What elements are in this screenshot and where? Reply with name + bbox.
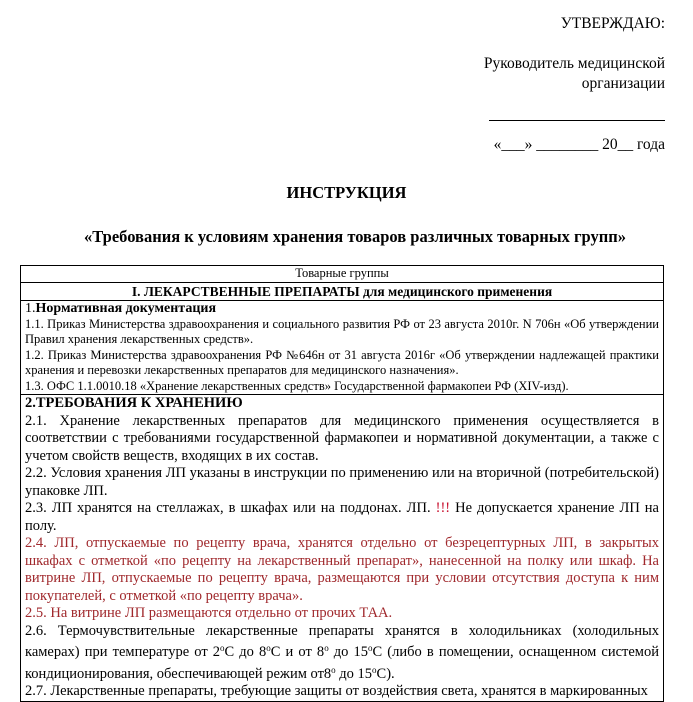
signature-line xyxy=(489,120,665,121)
approval-head-line2: организации xyxy=(581,75,665,92)
storage-paragraph-highlight: 2.5. На витрине ЛП размещаются отдельно от прочих ТАА. xyxy=(25,605,393,621)
normative-item: 1.2. Приказ Министерства здравоохранения РФ №646н от 31 августа 2016г «Об утверждении надлежащей практики хранения и перевозки лекарственных препаратов для медицинского назначения». xyxy=(25,347,659,377)
section-heading-prefix: I. ЛЕКАРСТВЕННЫЕ ПРЕПАРАТЫ xyxy=(131,283,360,299)
normative-cell xyxy=(21,300,664,395)
storage-paragraph: 2.1. Хранение лекарственных препаратов для медицинского применения осуществляется в соответствии с требованиями государственной фармакопеи и нормативной документации, а также с учетом свойств веществ, входящих в их состав. xyxy=(25,412,659,464)
table-header-cell: Товарные группы xyxy=(21,266,664,283)
document-title: ИНСТРУКЦИЯ xyxy=(286,183,407,202)
section-heading-suffix: для медицинского применения xyxy=(359,283,553,299)
storage-cell xyxy=(21,395,664,702)
storage-paragraph-highlight: 2.4. ЛП, отпускаемые по рецепту врача, хранятся отдельно от безрецептурных ЛП, в закрытых шкафах с отметкой «по рецепту на лекарственный препарат», нанесенной на полку или шкаф. На витрине ЛП, отпускаемые по рецепту врача, размещаются при условии отсутствия доступа к ним покупателей, с отметкой «по рецепту врача». xyxy=(25,535,659,604)
storage-paragraph: 2.6. Термочувствительные лекарственные препараты хранятся в холодильниках (холодильных камерах) при температуре от $2^оС$ до $8^оС$ и от $8^о$ до $15^оС$ (либо в помещении, оснащенном системой кондиционирования, обеспечивающей режим $от8^о$ до $15^оС$). xyxy=(25,622,659,682)
approval-block xyxy=(484,14,665,155)
table-row xyxy=(21,282,664,300)
normative-item: 1.1. Приказ Министерства здравоохранения и социального развития РФ от 23 августа 2010г. N 706н «Об утверждении Правил хранения лекарственных средств». xyxy=(25,316,659,346)
storage-paragraph: 2.2. Условия хранения ЛП указаны в инструкции по применению или на вторичной (потребительской) упаковке ЛП. xyxy=(25,465,659,499)
section-heading-cell xyxy=(21,282,664,300)
storage-paragraph: 2.7. Лекарственные препараты, требующие защиты от воздействия света, хранятся в маркированных xyxy=(25,683,648,699)
storage-heading: 2.ТРЕБОВАНИЯ К ХРАНЕНИЮ xyxy=(25,395,243,411)
normative-item: 1.3. ОФС 1.1.0010.18 «Хранение лекарственных средств» Государственной фармакопеи РФ (XIV-изд). xyxy=(25,378,569,393)
storage-paragraph: 2.3. ЛП хранятся на стеллажах, в шкафах или на поддонах. ЛП. !!! Не допускается хранение ЛП на полу. xyxy=(25,500,659,534)
table-row xyxy=(21,300,664,395)
instruction-table xyxy=(20,265,664,702)
document-subtitle: «Требования к условиям хранения товаров различных товарных групп» xyxy=(84,227,626,246)
table-row xyxy=(21,395,664,702)
normative-number: 1. xyxy=(25,300,36,316)
approval-heading: УТВЕРЖДАЮ: xyxy=(560,15,665,32)
approval-head-line1: Руководитель медицинской xyxy=(483,55,665,72)
warning-mark: !!! xyxy=(435,500,451,516)
normative-heading: Нормативная документация xyxy=(35,300,217,316)
table-row xyxy=(21,266,664,283)
approval-date-line: «___» ________ 20__ года xyxy=(493,136,665,153)
